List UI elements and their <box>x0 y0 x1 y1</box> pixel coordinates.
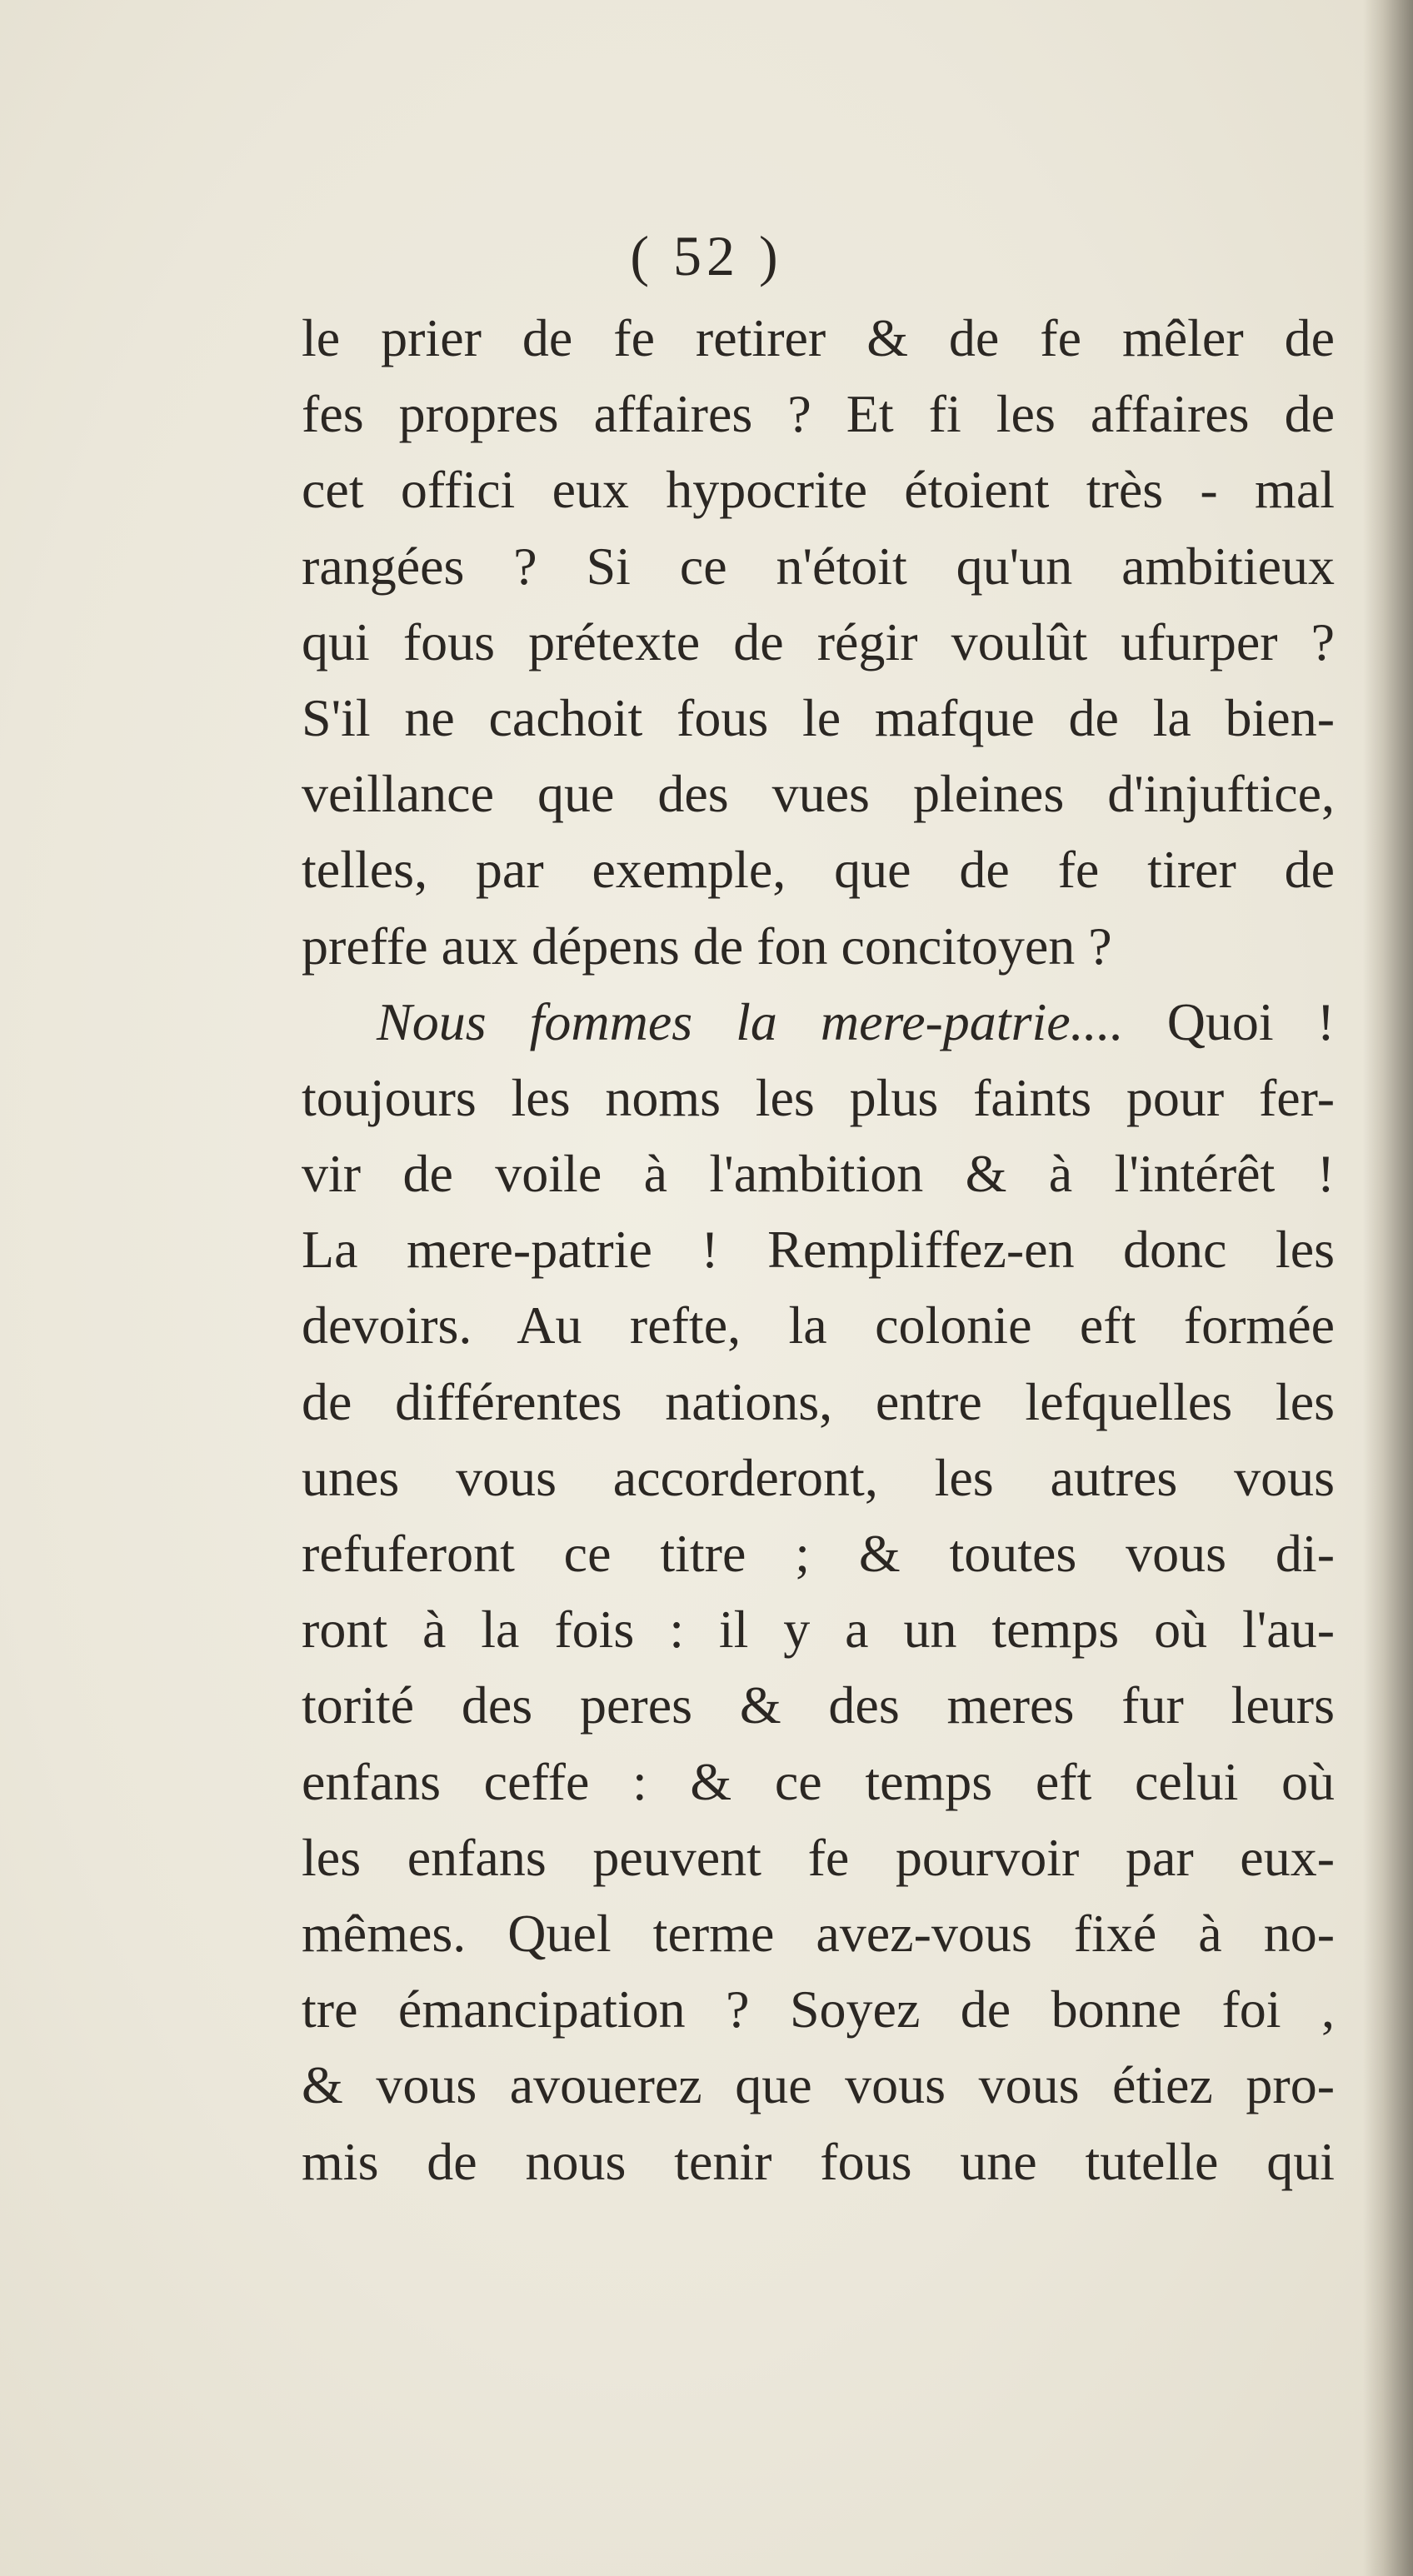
text-line: de différentes nations, entre lefquelles les <box>302 1371 1335 1431</box>
text-line: torité des peres & des meres fur leurs <box>302 1675 1335 1735</box>
text-line: devoirs. Au refte, la colonie eft formée <box>302 1295 1335 1355</box>
text-line: enfans ceffe : & ce temps eft celui où <box>302 1751 1335 1811</box>
text-line: preffe aux dépens de fon concitoyen ? <box>302 916 1112 976</box>
text-line: refuferont ce titre ; & toutes vous di- <box>302 1524 1335 1583</box>
page-binding-shadow <box>1363 0 1413 2576</box>
text-line: S'il ne cachoit fous le mafque de la bien- <box>302 687 1335 747</box>
text-line: rangées ? Si ce n'étoit qu'un ambitieux <box>302 536 1335 596</box>
text-line: qui fous prétexte de régir voulût ufurper ? <box>302 612 1335 671</box>
text-line: le prier de fe retirer & de fe mêler de <box>302 308 1335 367</box>
paragraph-opening-line <box>302 984 1335 1060</box>
text-line: vir de voile à l'ambition & à l'intérêt ! <box>302 1144 1335 1204</box>
text-line: toujours les noms les plus faints pour fer- <box>302 1067 1335 1127</box>
text-line: veillance que des vues pleines d'injuftice, <box>302 764 1335 824</box>
text-line: mêmes. Quel terme avez-vous fixé à no- <box>302 1903 1335 1963</box>
text-fragment: Quoi ! <box>1166 991 1336 1051</box>
body-text <box>302 300 1335 2199</box>
text-line: fes propres affaires ? Et fi les affaires de <box>302 384 1335 444</box>
text-line: telles, par exemple, que de fe tirer de <box>302 840 1335 900</box>
text-line: tre émancipation ? Soyez de bonne foi , <box>302 1979 1335 2039</box>
text-line: ront à la fois : il y a un temps où l'au- <box>302 1600 1335 1660</box>
text-line: & vous avouerez que vous vous étiez pro- <box>302 2055 1335 2115</box>
text-line: unes vous accorderont, les autres vous <box>302 1447 1335 1507</box>
text-line: cet offici eux hypocrite étoient très - mal <box>302 460 1335 520</box>
italic-quote: Nous fommes la mere-patrie.... <box>377 991 1124 1051</box>
page-number: ( 52 ) <box>630 224 783 287</box>
text-line: mis de nous tenir fous une tutelle qui <box>302 2131 1335 2191</box>
text-line: La mere-patrie ! Rempliffez-en donc les <box>302 1220 1335 1280</box>
text-line: les enfans peuvent fe pourvoir par eux- <box>302 1827 1335 1887</box>
